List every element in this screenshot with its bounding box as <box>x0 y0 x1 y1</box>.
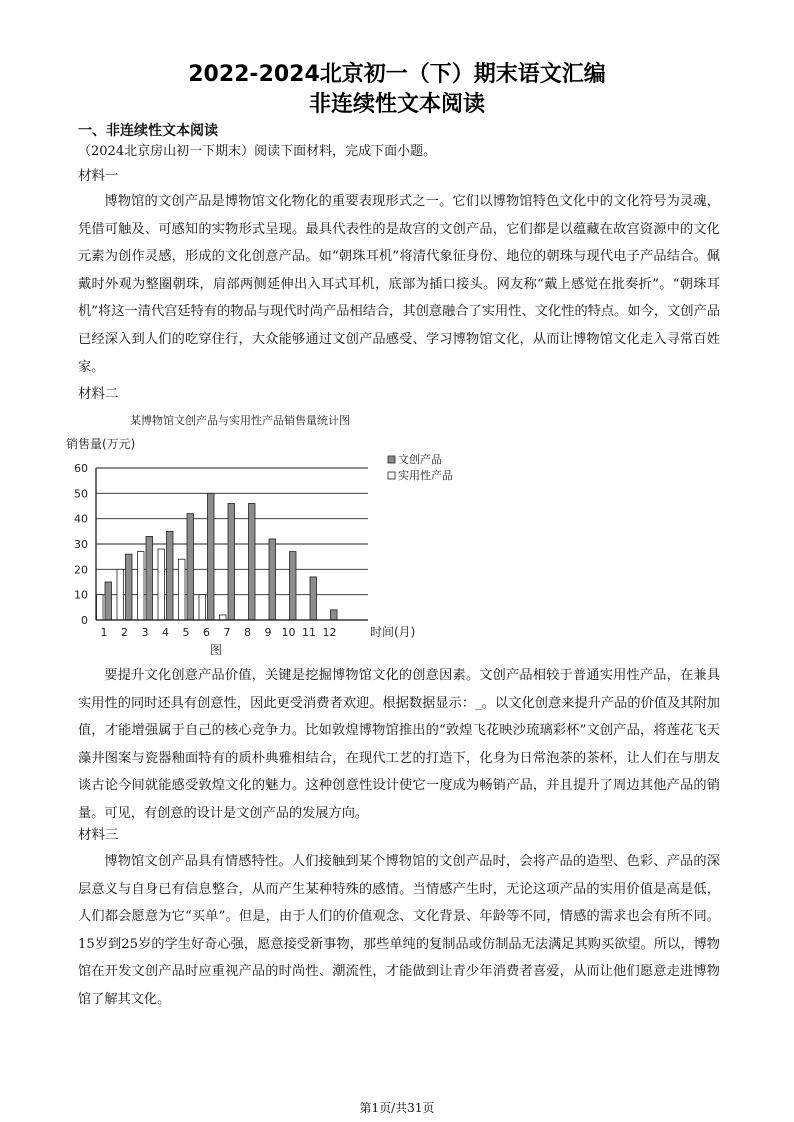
bar-wenchuang <box>310 577 317 620</box>
y-tick-label: 40 <box>74 512 88 526</box>
chart-y-ticks <box>74 462 88 627</box>
legend-swatch <box>388 456 395 463</box>
bar-shiyong <box>179 559 186 620</box>
legend-swatch <box>388 472 395 479</box>
bar-wenchuang <box>331 610 338 620</box>
x-tick-label: 6 <box>203 626 210 639</box>
document-title: 2022-2024北京初一（下）期末语文汇编 <box>188 62 606 87</box>
x-tick-label: 7 <box>223 626 231 639</box>
legend-label: 实用性产品 <box>398 469 453 482</box>
bar-wenchuang <box>208 493 215 620</box>
chart-title: 某博物馆文创产品与实用性产品销售量统计图 <box>130 414 350 427</box>
y-tick-label: 10 <box>74 588 88 602</box>
x-tick-label: 8 <box>244 626 251 639</box>
source-note: （2024北京房山初一下期末）阅读下面材料，完成下面小题。 <box>78 144 437 159</box>
y-tick-label: 30 <box>74 538 88 551</box>
bar-wenchuang <box>187 514 194 620</box>
material1-label: 材料一 <box>78 168 119 184</box>
legend-label: 文创产品 <box>398 453 442 466</box>
material2-label: 材料二 <box>78 386 119 402</box>
x-tick-label: 3 <box>141 626 149 639</box>
material3-label: 材料三 <box>78 827 119 843</box>
bar-wenchuang <box>146 536 153 620</box>
bar-shiyong <box>158 549 165 620</box>
y-tick-label: 0 <box>81 614 88 627</box>
section-heading: 一、非连续性文本阅读 <box>78 123 218 139</box>
chart-caption: 图 <box>210 643 223 657</box>
x-tick-label: 5 <box>182 626 190 639</box>
bar-shiyong <box>117 569 124 620</box>
bar-shiyong <box>138 552 145 620</box>
chart-bars <box>97 493 338 620</box>
bar-shiyong <box>199 595 206 620</box>
chart-x-axis-label: 时间(月) <box>370 625 416 639</box>
x-tick-label: 10 <box>281 626 296 639</box>
sales-bar-chart <box>60 408 480 658</box>
bar-wenchuang <box>249 503 256 620</box>
bar-wenchuang <box>228 503 235 620</box>
x-tick-label: 12 <box>322 626 337 639</box>
material3-text: 博物馆文创产品具有情感特性。人们接触到某个博物馆的文创产品时，会将产品的造型、色彩、产品的深层意义与自身已有信息整合，从而产生某种特殊的感情。当情感产生时，无论这项产品的实用价值是高是低，人们都会愿意为它“买单”。但是，由于人们的价值观念、文化背景、年龄等不同，情感的需求也会有所不同。15岁到25岁的学生好奇心强，愿意接受新事物，那些单纯的复制品或仿制品无法满足其购买欲望。所以，博物馆在开发文创产品时应重视产品的时尚性、潮流性，才能做到让青少年消费者喜爱，从而让他们愿意走进博物馆了解其文化。 <box>78 854 720 1007</box>
x-tick-label: 9 <box>264 626 272 639</box>
page-number: 第1页/共31页 <box>359 1101 435 1115</box>
x-tick-label: 2 <box>121 626 128 639</box>
chart-x-ticks <box>101 626 337 639</box>
bar-wenchuang <box>290 552 297 620</box>
bar-wenchuang <box>105 582 112 620</box>
y-tick-label: 50 <box>74 487 88 501</box>
bar-shiyong <box>97 595 104 620</box>
material1-text: 博物馆的文创产品是博物馆文化物化的重要表现形式之一。它们以博物馆特色文化中的文化符号为灵魂，凭借可触及、可感知的实物形式呈现。最具代表性的是故宫的文创产品，它们都是以蕴藏在故宫资源中的文化元素为创作灵感，形成的文化创意产品。如“朝珠耳机”将清代象征身份、地位的朝珠与现代电子产品结合。佩戴时外观为整圈朝珠，肩部两侧延伸出入耳式耳机，底部为插口接头。网友称“戴上感觉在批奏折”。“朝珠耳机”将这一清代宫廷特有的物品与现代时尚产品相结合，其创意融合了实用性、文化性的特点。如今，文创产品已经深入到人们的吃穿住行，大众能够通过文创产品感受、学习博物馆文化，从而让博物馆文化走入寻常百姓家。 <box>78 194 720 375</box>
x-tick-label: 4 <box>162 626 169 639</box>
material2-text: 要提升文化创意产品价值，关键是挖掘博物馆文化的创意因素。文创产品相较于普通实用性产品，在兼具实用性的同时还具有创意性，因此更受消费者欢迎。根据数据显示：_。以文化创意来提升产品的价值及其附加值，才能增强属于自己的核心竞争力。比如敦煌博物馆推出的“敦煌飞花映沙琉璃彩杯”文创产品，将莲花飞天藻井图案与瓷器釉面特有的质朴典雅相结合，在现代工艺的打造下，化身为日常泡茶的茶杯，让人们在与朋友谈古论今间就能感受敦煌文化的魅力。这种创意性设计使它一度成为畅销产品，并且提升了周边其他产品的销量。可见，有创意的设计是文创产品的发展方向。 <box>78 668 720 821</box>
document-subtitle: 非连续性文本阅读 <box>308 92 485 117</box>
chart-legend <box>388 452 453 482</box>
bar-shiyong <box>220 615 227 620</box>
y-tick-label: 20 <box>74 563 88 577</box>
bar-wenchuang <box>269 539 276 620</box>
x-tick-label: 11 <box>302 626 316 639</box>
chart-y-axis-label: 销售量(万元) <box>66 437 136 451</box>
x-tick-label: 1 <box>100 626 108 639</box>
y-tick-label: 60 <box>74 462 88 475</box>
bar-wenchuang <box>126 554 133 620</box>
bar-wenchuang <box>167 531 174 620</box>
